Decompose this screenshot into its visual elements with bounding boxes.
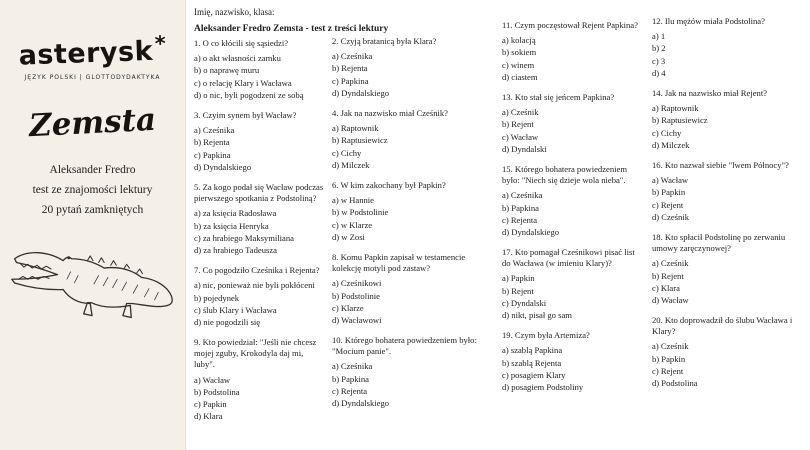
answer-option: c) Cichy: [332, 147, 362, 158]
questions-grid: [194, 0, 800, 431]
question-text: 5. Za kogo podał się Wacław podczas pierwszego spotkania z Podstoliną?: [194, 181, 324, 204]
answer-option: b) 2: [652, 43, 666, 54]
question-text: 6. W kim zakochany był Papkin?: [332, 179, 446, 190]
answer-option: c) winem: [502, 59, 535, 70]
question-column: [502, 0, 652, 431]
answer-option: b) Papkin: [652, 187, 686, 198]
answer-option: b) Papkina: [502, 202, 539, 213]
answer-option: c) Rejent: [652, 365, 684, 376]
sheet-header: [194, 7, 388, 34]
answer-option: a) 1: [652, 31, 666, 42]
answer-option: d) Dyndalskiego: [332, 398, 390, 409]
question-block: [652, 88, 798, 151]
answer-option: c) Klarze: [332, 302, 364, 313]
answer-option: d) Dyndalskiego: [332, 87, 390, 98]
question-column: [194, 0, 332, 431]
answer-option: a) Papkin: [502, 273, 535, 284]
answer-option: c) Klara: [652, 282, 680, 293]
question-block: [194, 337, 324, 422]
answer-option: a) szablą Papkina: [502, 345, 563, 356]
description-line: 20 pytań zamkniętych: [41, 203, 144, 216]
answer-option: c) Wacław: [502, 131, 539, 142]
question-text: 9. Kto powiedział: "Jeśli nie chcesz mojej zguby, Krokodyla daj mi, luby".: [194, 337, 317, 370]
question-text: 14. Jak na nazwisko miał Rejent?: [652, 87, 768, 98]
answer-option: a) w Hannie: [332, 195, 374, 206]
answer-option: b) w Podstolinie: [332, 207, 389, 218]
answer-option: a) Cześnik: [502, 107, 539, 118]
question-block: [194, 38, 324, 101]
answer-option: d) ciastem: [502, 71, 538, 82]
question-block: [194, 110, 324, 173]
logo-text: asterysk: [18, 35, 154, 72]
question-block: [194, 265, 324, 328]
answer-option: a) Cześnika: [502, 190, 543, 201]
test-description: [0, 161, 185, 220]
answer-option: b) Rejent: [502, 119, 534, 130]
question-text: 18. Kto spłacił Podstolinę po zerwaniu umowy zaręczynowej?: [652, 231, 786, 254]
answer-option: c) Papkin: [194, 399, 227, 410]
question-block: [652, 160, 798, 223]
answer-option: b) Rejent: [652, 270, 684, 281]
question-block: [194, 182, 324, 256]
brand-sidebar: [0, 0, 186, 450]
question-text: 13. Kto stał się jeńcem Papkina?: [502, 91, 615, 102]
question-text: 16. Kto nazwał siebie "lwem Północy"?: [652, 159, 789, 170]
answer-option: d) Dyndalski: [502, 143, 547, 154]
description-line: Aleksander Fredro: [49, 164, 136, 176]
question-text: 3. Czyim synem był Wacław?: [194, 109, 297, 120]
question-block: [502, 20, 642, 83]
name-class-line: Imię, nazwisko, klasa:: [194, 7, 275, 17]
question-block: [332, 335, 490, 409]
publisher-tagline: JĘZYK POLSKI | GLOTTODYDAKTYKA: [24, 74, 161, 81]
question-text: 8. Komu Papkin zapisał w testamencie kolekcję motyli pod zastaw?: [332, 251, 466, 274]
answer-option: a) Cześnik: [652, 258, 689, 269]
answer-option: a) Wacław: [652, 175, 689, 186]
test-sheet: [186, 0, 810, 450]
answer-option: c) ślub Klary i Wacława: [194, 304, 277, 315]
question-block: [652, 315, 798, 389]
answer-option: a) Raptownik: [652, 103, 699, 114]
answer-option: d) Podstolina: [652, 378, 698, 389]
answer-option: d) Wacławowi: [332, 314, 382, 325]
answer-option: a) Cześnika: [332, 51, 373, 62]
answer-option: d) Klara: [194, 411, 223, 422]
answer-option: d) Cześnik: [652, 211, 689, 222]
question-text: 19. Czym była Artemiza?: [502, 330, 590, 341]
question-text: 7. Co pogodziło Cześnika i Rejenta?: [194, 265, 320, 276]
answer-option: d) Milczek: [332, 159, 370, 170]
question-block: [332, 252, 490, 326]
answer-option: d) Milczek: [652, 139, 690, 150]
answer-option: a) o akt własności zamku: [194, 53, 281, 64]
question-text: 12. Ilu mężów miała Podstolina?: [652, 16, 765, 26]
answer-option: d) nie pogodzili się: [194, 316, 261, 327]
question-block: [502, 247, 642, 321]
answer-option: d) w Zosi: [332, 231, 365, 242]
answer-option: c) Rejent: [652, 199, 684, 210]
answer-option: c) Papkina: [194, 149, 231, 160]
answer-option: c) posagiem Klary: [502, 369, 566, 380]
answer-option: a) Raptownik: [332, 123, 379, 134]
answer-option: b) Papkin: [652, 353, 686, 364]
answer-option: d) Dyndalskiego: [502, 226, 560, 237]
question-text: 15. Którego bohatera powiedzeniem było: "Niech się dzieje wola nieba".: [502, 163, 628, 186]
page-title: Aleksander Fredro Zemsta - test z treści lektury: [194, 24, 389, 34]
answer-option: c) Dyndalski: [502, 297, 547, 308]
answer-option: a) Cześnika: [194, 125, 235, 136]
answer-option: a) Cześnik: [652, 341, 689, 352]
publisher-logo: [0, 31, 186, 72]
question-text: 4. Jak na nazwisko miał Cześnik?: [332, 107, 448, 118]
question-text: 2. Czyją bratanicą była Klara?: [332, 36, 437, 46]
question-column: [652, 0, 800, 431]
answer-option: d) posagiem Podstoliny: [502, 382, 584, 393]
answer-option: b) szablą Rejenta: [502, 357, 562, 368]
answer-option: d) o nic, byli pogodzeni ze sobą: [194, 89, 304, 100]
answer-option: b) pojedynek: [194, 292, 240, 303]
crocodile-icon: [0, 236, 185, 335]
question-block: [502, 164, 642, 238]
answer-option: a) Cześnikowi: [332, 278, 382, 289]
book-title-script: Zemsta: [28, 101, 157, 145]
answer-option: b) Rejenta: [332, 63, 368, 74]
answer-option: a) za księcia Radosława: [194, 208, 277, 219]
answer-option: c) Cichy: [652, 127, 682, 138]
question-text: 11. Czym poczęstował Rejent Papkina?: [502, 20, 638, 30]
answer-option: d) Dyndalskiego: [194, 161, 252, 172]
answer-option: c) Papkina: [332, 75, 369, 86]
answer-option: b) Raptusiewicz: [652, 115, 708, 126]
question-block: [332, 108, 490, 171]
answer-option: d) Wacław: [652, 294, 689, 305]
answer-option: c) w Klarze: [332, 219, 373, 230]
answer-option: d) nikt, pisał go sam: [502, 310, 572, 321]
question-text: 1. O co kłócili się sąsiedzi?: [194, 38, 289, 48]
description-line: test ze znajomości lektury: [32, 183, 153, 196]
answer-option: a) Wacław: [194, 374, 231, 385]
answer-option: c) 3: [652, 55, 666, 66]
question-block: [502, 92, 642, 155]
answer-option: a) kolacją: [502, 35, 536, 46]
answer-option: c) Rejenta: [502, 214, 538, 225]
question-text: 17. Kto pomagał Cześnikowi pisać list do Wacława (w imieniu Klary)?: [502, 247, 635, 269]
answer-option: a) nic, ponieważ nie byli pokłóceni: [194, 280, 315, 291]
question-block: [652, 232, 798, 306]
question-block: [332, 180, 490, 243]
question-text: 10. Którego bohatera powiedzeniem było: "Mocium panie".: [332, 335, 477, 357]
question-block: [652, 16, 798, 79]
answer-option: c) za hrabiego Maksymiliana: [194, 232, 294, 243]
answer-option: a) Cześnika: [332, 361, 373, 372]
answer-option: c) o relację Klary i Wacława: [194, 77, 292, 88]
answer-option: d) za hrabiego Tadeusza: [194, 244, 277, 255]
answer-option: b) za księcia Henryka: [194, 220, 269, 231]
answer-option: c) Rejenta: [332, 385, 368, 396]
answer-option: b) sokiem: [502, 47, 537, 58]
answer-option: d) 4: [652, 67, 666, 78]
answer-option: b) Rejenta: [194, 137, 230, 148]
asterisk-icon: *: [154, 31, 167, 56]
question-column: [332, 0, 502, 431]
answer-option: b) Podstolina: [194, 386, 240, 397]
answer-option: b) Rejent: [502, 285, 534, 296]
question-text: 20. Kto doprowadził do ślubu Wacława i Klary?: [652, 315, 793, 337]
question-block: [332, 36, 490, 99]
question-block: [502, 330, 642, 393]
answer-option: b) Papkina: [332, 373, 369, 384]
answer-option: b) Raptusiewicz: [332, 135, 388, 146]
answer-option: b) o naprawę muru: [194, 65, 260, 76]
answer-option: b) Podstolinie: [332, 290, 380, 301]
